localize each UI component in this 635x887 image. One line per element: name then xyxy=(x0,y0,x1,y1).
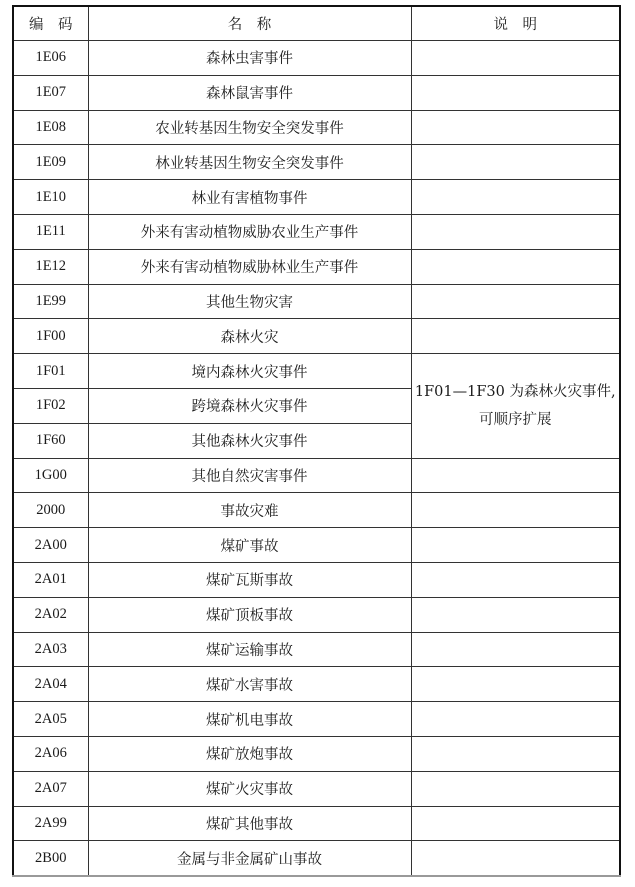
table-row xyxy=(13,597,620,632)
note-cell xyxy=(411,528,620,563)
note-cell xyxy=(411,319,620,354)
header-code: 编 码 xyxy=(13,6,88,41)
note-cell xyxy=(411,702,620,737)
table-row xyxy=(13,214,620,249)
note-cell xyxy=(411,41,620,76)
header-row xyxy=(13,6,620,41)
name-cell: 境内森林火灾事件 xyxy=(88,354,411,389)
name-cell: 森林火灾 xyxy=(88,319,411,354)
name-cell: 煤矿机电事故 xyxy=(88,702,411,737)
name-cell: 外来有害动植物威胁林业生产事件 xyxy=(88,249,411,284)
code-cell: 2A03 xyxy=(13,632,88,667)
name-cell: 煤矿火灾事故 xyxy=(88,771,411,806)
note-cell xyxy=(411,562,620,597)
code-cell: 1E06 xyxy=(13,41,88,76)
name-cell: 其他生物灾害 xyxy=(88,284,411,319)
name-cell: 煤矿运输事故 xyxy=(88,632,411,667)
code-cell: 1E08 xyxy=(13,110,88,145)
note-cell xyxy=(411,597,620,632)
table-row xyxy=(13,493,620,528)
table-row xyxy=(13,458,620,493)
name-cell: 煤矿放炮事故 xyxy=(88,736,411,771)
name-cell: 煤矿事故 xyxy=(88,528,411,563)
name-cell: 林业转基因生物安全突发事件 xyxy=(88,145,411,180)
table-row xyxy=(13,806,620,841)
name-cell: 森林虫害事件 xyxy=(88,41,411,76)
table-row xyxy=(13,702,620,737)
name-cell: 其他自然灾害事件 xyxy=(88,458,411,493)
name-cell: 跨境森林火灾事件 xyxy=(88,388,411,423)
note-cell xyxy=(411,110,620,145)
note-cell-merged: 1F01—1F30 为森林火灾事件,可顺序扩展 xyxy=(411,354,620,458)
code-cell: 1E12 xyxy=(13,249,88,284)
code-cell: 2A05 xyxy=(13,702,88,737)
note-cell xyxy=(411,806,620,841)
table-row xyxy=(13,249,620,284)
table-row xyxy=(13,354,620,389)
code-cell: 2A99 xyxy=(13,806,88,841)
code-cell: 1F60 xyxy=(13,423,88,458)
note-cell xyxy=(411,180,620,215)
note-cell xyxy=(411,667,620,702)
header-name: 名 称 xyxy=(88,6,411,41)
table-row xyxy=(13,145,620,180)
table-row xyxy=(13,284,620,319)
name-cell: 事故灾难 xyxy=(88,493,411,528)
table-row xyxy=(13,667,620,702)
table-row xyxy=(13,319,620,354)
code-cell: 2A07 xyxy=(13,771,88,806)
name-cell: 煤矿瓦斯事故 xyxy=(88,562,411,597)
table-row xyxy=(13,180,620,215)
code-cell: 2A01 xyxy=(13,562,88,597)
code-cell: 2B00 xyxy=(13,841,88,876)
name-cell: 林业有害植物事件 xyxy=(88,180,411,215)
note-cell xyxy=(411,841,620,876)
name-cell: 外来有害动植物威胁农业生产事件 xyxy=(88,214,411,249)
name-cell: 其他森林火灾事件 xyxy=(88,423,411,458)
code-cell: 2A00 xyxy=(13,528,88,563)
note-cell xyxy=(411,249,620,284)
code-cell: 1E99 xyxy=(13,284,88,319)
table-row xyxy=(13,771,620,806)
note-cell xyxy=(411,632,620,667)
name-cell: 煤矿其他事故 xyxy=(88,806,411,841)
code-cell: 2000 xyxy=(13,493,88,528)
code-cell: 1E07 xyxy=(13,75,88,110)
table-row xyxy=(13,75,620,110)
table-row xyxy=(13,41,620,76)
name-cell: 煤矿水害事故 xyxy=(88,667,411,702)
note-cell xyxy=(411,214,620,249)
code-cell: 1E11 xyxy=(13,214,88,249)
table-row xyxy=(13,632,620,667)
note-cell xyxy=(411,145,620,180)
code-cell: 1G00 xyxy=(13,458,88,493)
note-cell xyxy=(411,284,620,319)
table-row xyxy=(13,528,620,563)
table-row xyxy=(13,110,620,145)
note-cell xyxy=(411,458,620,493)
code-cell: 1F00 xyxy=(13,319,88,354)
table-row xyxy=(13,841,620,876)
code-cell: 2A02 xyxy=(13,597,88,632)
name-cell: 煤矿顶板事故 xyxy=(88,597,411,632)
note-cell xyxy=(411,736,620,771)
table-row xyxy=(13,736,620,771)
code-cell: 1E10 xyxy=(13,180,88,215)
note-cell xyxy=(411,493,620,528)
code-table xyxy=(12,5,621,877)
name-cell: 森林鼠害事件 xyxy=(88,75,411,110)
name-cell: 金属与非金属矿山事故 xyxy=(88,841,411,876)
code-cell: 2A06 xyxy=(13,736,88,771)
code-cell: 1F02 xyxy=(13,388,88,423)
table-row xyxy=(13,562,620,597)
header-note: 说 明 xyxy=(411,6,620,41)
note-cell xyxy=(411,75,620,110)
code-cell: 2A04 xyxy=(13,667,88,702)
code-cell: 1F01 xyxy=(13,354,88,389)
note-cell xyxy=(411,771,620,806)
name-cell: 农业转基因生物安全突发事件 xyxy=(88,110,411,145)
code-cell: 1E09 xyxy=(13,145,88,180)
